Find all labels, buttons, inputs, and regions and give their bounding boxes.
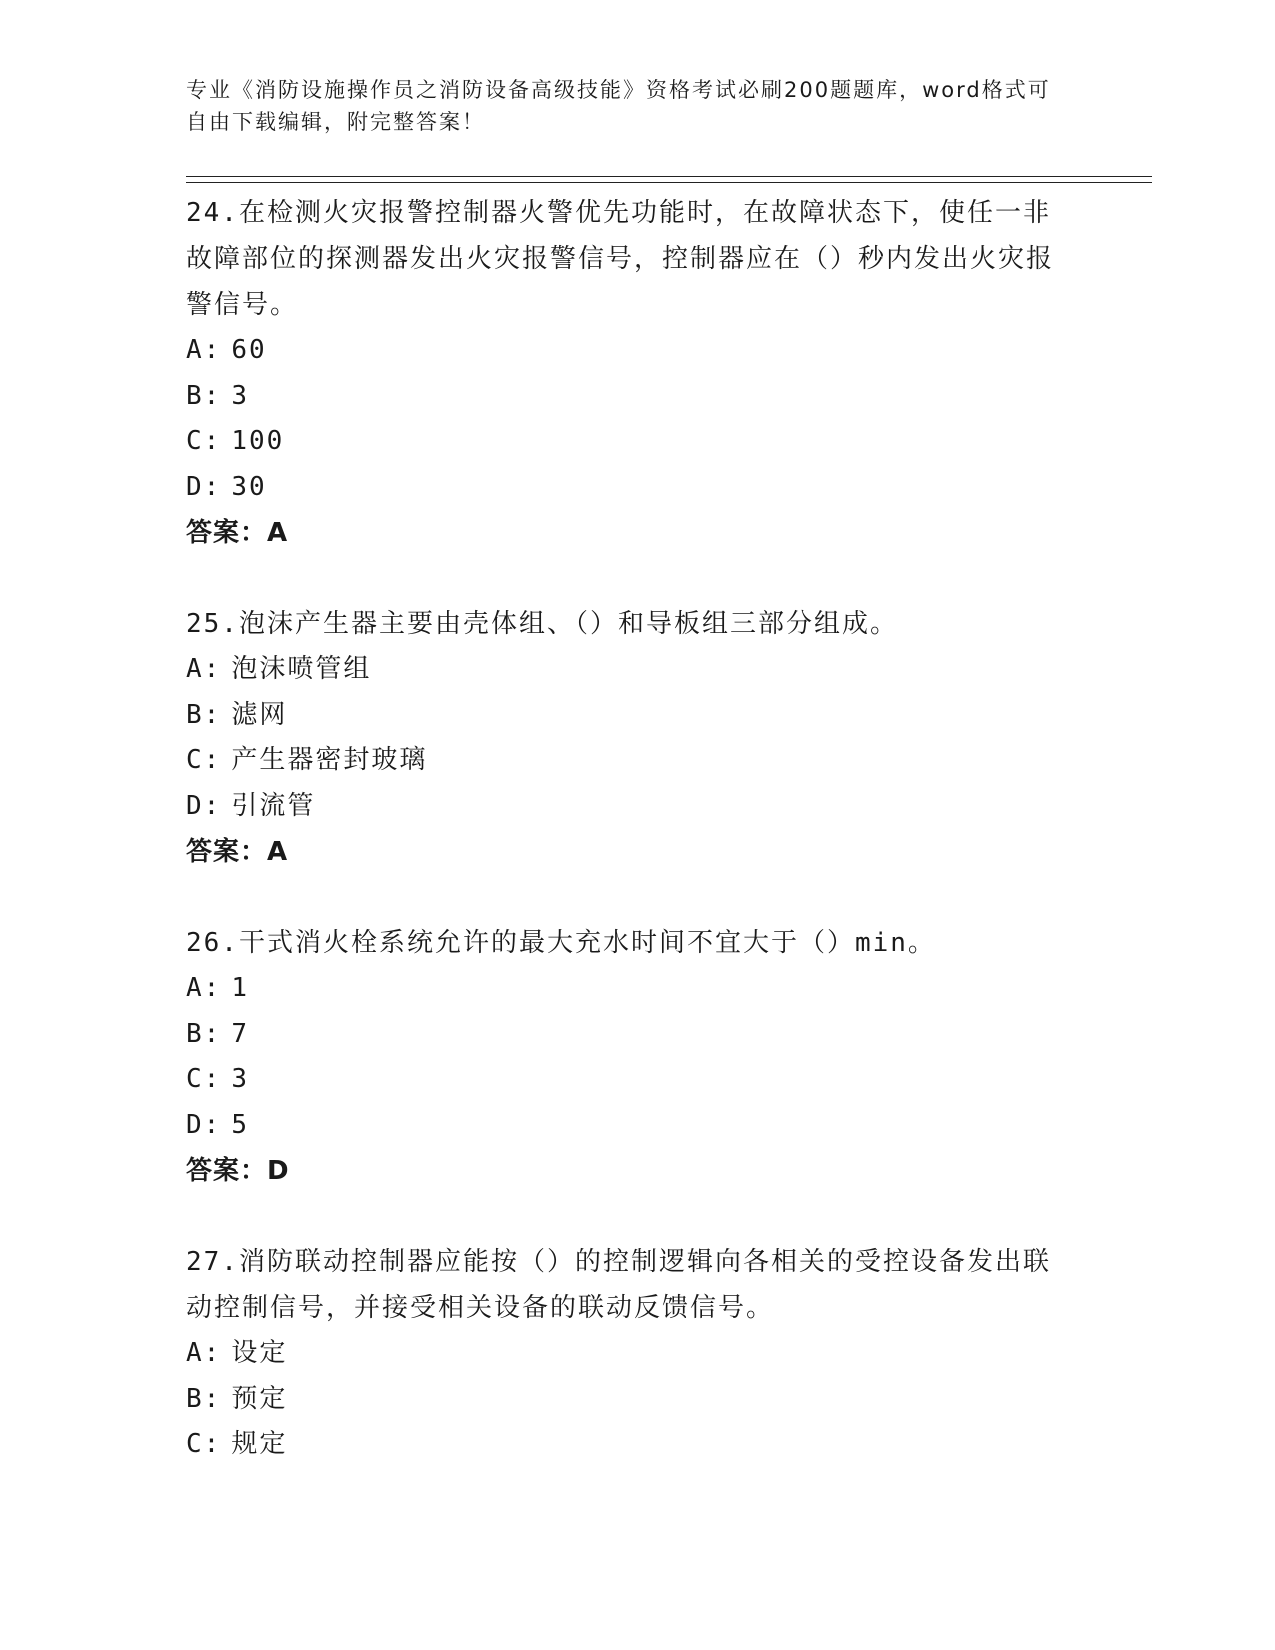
option-text: 3 <box>231 1064 249 1094</box>
document-header <box>186 74 1066 138</box>
option-c <box>186 419 1086 465</box>
option-separator: : <box>203 745 222 775</box>
option-letter: C <box>186 426 204 456</box>
option-separator: : <box>203 471 222 502</box>
question-list <box>186 190 1086 1513</box>
option-d <box>186 465 1086 511</box>
option-b <box>186 374 1086 420</box>
question-26 <box>186 920 1086 1194</box>
option-text: 60 <box>231 335 267 365</box>
option-separator: : <box>203 790 222 821</box>
option-separator: : <box>203 380 222 411</box>
option-letter: C <box>186 1429 204 1459</box>
question-stem: 27.消防联动控制器应能按（）的控制逻辑向各相关的受控设备发出联动控制信号，并接受相关设备的联动反馈信号。 <box>186 1247 1051 1323</box>
option-text: 产生器密封玻璃 <box>231 745 428 775</box>
option-letter: B <box>186 699 204 730</box>
option-separator: : <box>203 1383 222 1414</box>
option-text: 30 <box>231 471 267 502</box>
option-separator: : <box>203 1064 222 1094</box>
option-letter: B <box>186 1383 204 1414</box>
question-stem: 24.在检测火灾报警控制器火警优先功能时，在故障状态下，使任一非故障部位的探测器发出火灾报警信号，控制器应在（）秒内发出火灾报警信号。 <box>186 198 1055 320</box>
header-divider-bottom <box>186 182 1152 183</box>
option-c <box>186 1422 1086 1468</box>
option-text: 引流管 <box>231 790 316 821</box>
option-c <box>186 1057 1086 1103</box>
option-d <box>186 784 1086 830</box>
option-a <box>186 647 1086 693</box>
option-text: 100 <box>231 426 285 456</box>
option-separator: : <box>203 1338 222 1368</box>
header-divider-top <box>186 176 1152 177</box>
option-letter: B <box>186 1018 204 1049</box>
option-b <box>186 693 1086 739</box>
option-a <box>186 1331 1086 1377</box>
answer-line: 答案：A <box>186 837 289 867</box>
option-separator: : <box>203 1109 222 1140</box>
option-letter: D <box>186 1109 204 1140</box>
option-text: 3 <box>231 380 249 411</box>
option-letter: A <box>186 654 204 684</box>
option-separator: : <box>203 335 222 365</box>
answer-line: 答案：D <box>186 1156 290 1186</box>
option-text: 规定 <box>231 1429 288 1459</box>
option-text: 1 <box>231 973 249 1003</box>
option-text: 泡沫喷管组 <box>231 654 372 684</box>
option-text: 滤网 <box>231 699 288 730</box>
option-text: 5 <box>231 1109 249 1140</box>
question-27 <box>186 1239 1086 1468</box>
question-25 <box>186 601 1086 875</box>
option-b <box>186 1377 1086 1423</box>
option-letter: C <box>186 1064 204 1094</box>
option-letter: D <box>186 790 204 821</box>
option-letter: A <box>186 1338 204 1368</box>
option-text: 7 <box>231 1018 249 1049</box>
question-stem: 25.泡沫产生器主要由壳体组、（）和导板组三部分组成。 <box>186 609 898 639</box>
answer-line: 答案：A <box>186 518 289 548</box>
header-title: 专业《消防设施操作员之消防设备高级技能》资格考试必刷200题题库，word格式可自由下载编辑，附完整答案！ <box>186 78 1051 134</box>
option-separator: : <box>203 426 222 456</box>
option-separator: : <box>203 1429 222 1459</box>
option-letter: D <box>186 471 204 502</box>
option-letter: B <box>186 380 204 411</box>
option-c <box>186 738 1086 784</box>
option-a <box>186 328 1086 374</box>
option-letter: C <box>186 745 204 775</box>
option-separator: : <box>203 699 222 730</box>
option-b <box>186 1012 1086 1058</box>
option-separator: : <box>203 654 222 684</box>
option-a <box>186 966 1086 1012</box>
option-d <box>186 1103 1086 1149</box>
option-text: 设定 <box>231 1338 288 1368</box>
option-letter: A <box>186 335 204 365</box>
option-separator: : <box>203 973 222 1003</box>
question-24 <box>186 190 1086 556</box>
option-letter: A <box>186 973 204 1003</box>
option-text: 预定 <box>231 1383 288 1414</box>
option-separator: : <box>203 1018 222 1049</box>
question-stem: 26.干式消火栓系统允许的最大充水时间不宜大于（）min。 <box>186 928 936 958</box>
